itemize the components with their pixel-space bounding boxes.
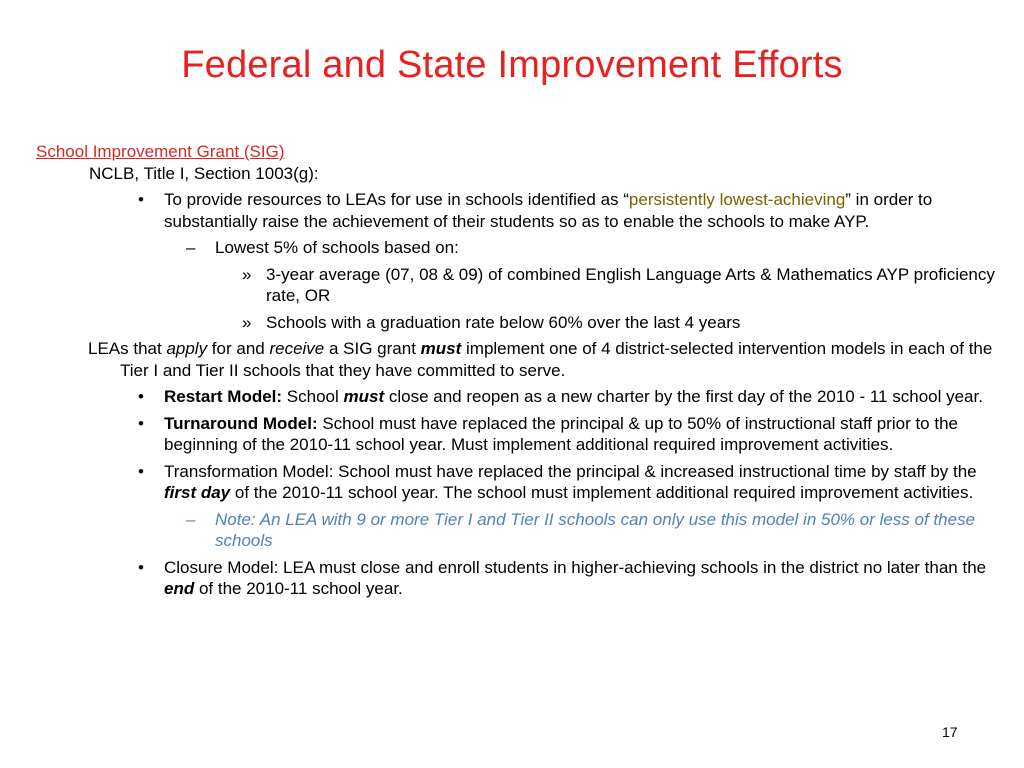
sig-heading-link[interactable]: School Improvement Grant (SIG) (36, 142, 285, 161)
turnaround-bullet (36, 413, 1006, 456)
dash-marker: – (186, 238, 196, 257)
closure-end: end (164, 579, 195, 598)
bullet-marker: • (138, 413, 144, 433)
transformation-first-day: first day (164, 483, 231, 502)
bullet-marker: • (138, 461, 144, 481)
lowest-text: Lowest 5% of schools based on: (215, 238, 459, 257)
dash-marker: – (186, 509, 196, 529)
criteria-text: Schools with a graduation rate below 60% over the last 4 years (266, 312, 741, 332)
bullet-marker: • (138, 387, 144, 406)
leas-receive: receive (269, 339, 325, 358)
transformation-text: of the 2010-11 school year. The school must implement additional required improvement activities. (230, 483, 974, 502)
provide-text-pre: To provide resources to LEAs for use in schools identified as “ (164, 190, 629, 209)
lowest-dash-item (36, 237, 1006, 259)
restart-must: must (343, 387, 385, 406)
raquo-marker: » (242, 312, 252, 332)
leas-text: a SIG grant (324, 339, 421, 358)
leas-text: implement one of 4 district-selected intervention models in each of the Tier I and Tier II schools that they have committed to serve. (120, 339, 993, 380)
nclb-line: NCLB, Title I, Section 1003(g): (89, 163, 319, 183)
criteria-item (36, 264, 1006, 307)
leas-must: must (420, 339, 462, 358)
leas-text: for and (207, 339, 270, 358)
criteria-text: 3-year average (07, 08 & 09) of combined English Language Arts & Mathematics AYP proficiency rate, OR (266, 264, 995, 305)
slide-number: 17 (942, 724, 958, 740)
transformation-bullet (36, 461, 1006, 504)
closure-text: Closure Model: LEA must close and enroll students in higher-achieving schools in the district no later than the (164, 557, 987, 577)
provide-bullet (36, 189, 1006, 232)
bullet-marker: • (138, 557, 144, 577)
note-dash-item (36, 509, 1006, 552)
transformation-text: Transformation Model: School must have replaced the principal & increased instructional time by staff by the (164, 461, 977, 481)
closure-text: of the 2010-11 school year. (194, 579, 403, 598)
bullet-marker: • (138, 190, 144, 209)
leas-text: LEAs that (88, 339, 167, 358)
turnaround-text: School must have replaced the principal & up to 50% of instructional staff prior to the beginning of the 2010-11 school year. Must implement additional required improvement activities. (164, 413, 958, 454)
restart-text: School (282, 387, 344, 406)
note-text: Note: An LEA with 9 or more Tier I and Tier II schools can only use this model in 50% or less of these schools (215, 509, 976, 550)
sig-heading-row (36, 141, 1006, 163)
leas-apply: apply (166, 339, 208, 358)
criteria-item (36, 312, 1006, 334)
restart-bullet (36, 386, 1006, 408)
provide-highlight: persistently lowest-achieving (628, 190, 846, 209)
slide-body (36, 141, 1006, 600)
turnaround-label: Turnaround Model: (164, 413, 318, 433)
restart-text: close and reopen as a new charter by the first day of the 2010 - 11 school year. (384, 387, 983, 406)
closure-bullet (36, 557, 1006, 600)
restart-label: Restart Model: (164, 387, 283, 406)
slide-title: Federal and State Improvement Efforts (181, 44, 843, 86)
leas-paragraph (36, 338, 1006, 381)
provide-text-post: ” in order to substantially raise the achievement of their students so as to enable the schools to make AYP. (164, 190, 933, 231)
raquo-marker: » (242, 264, 252, 284)
